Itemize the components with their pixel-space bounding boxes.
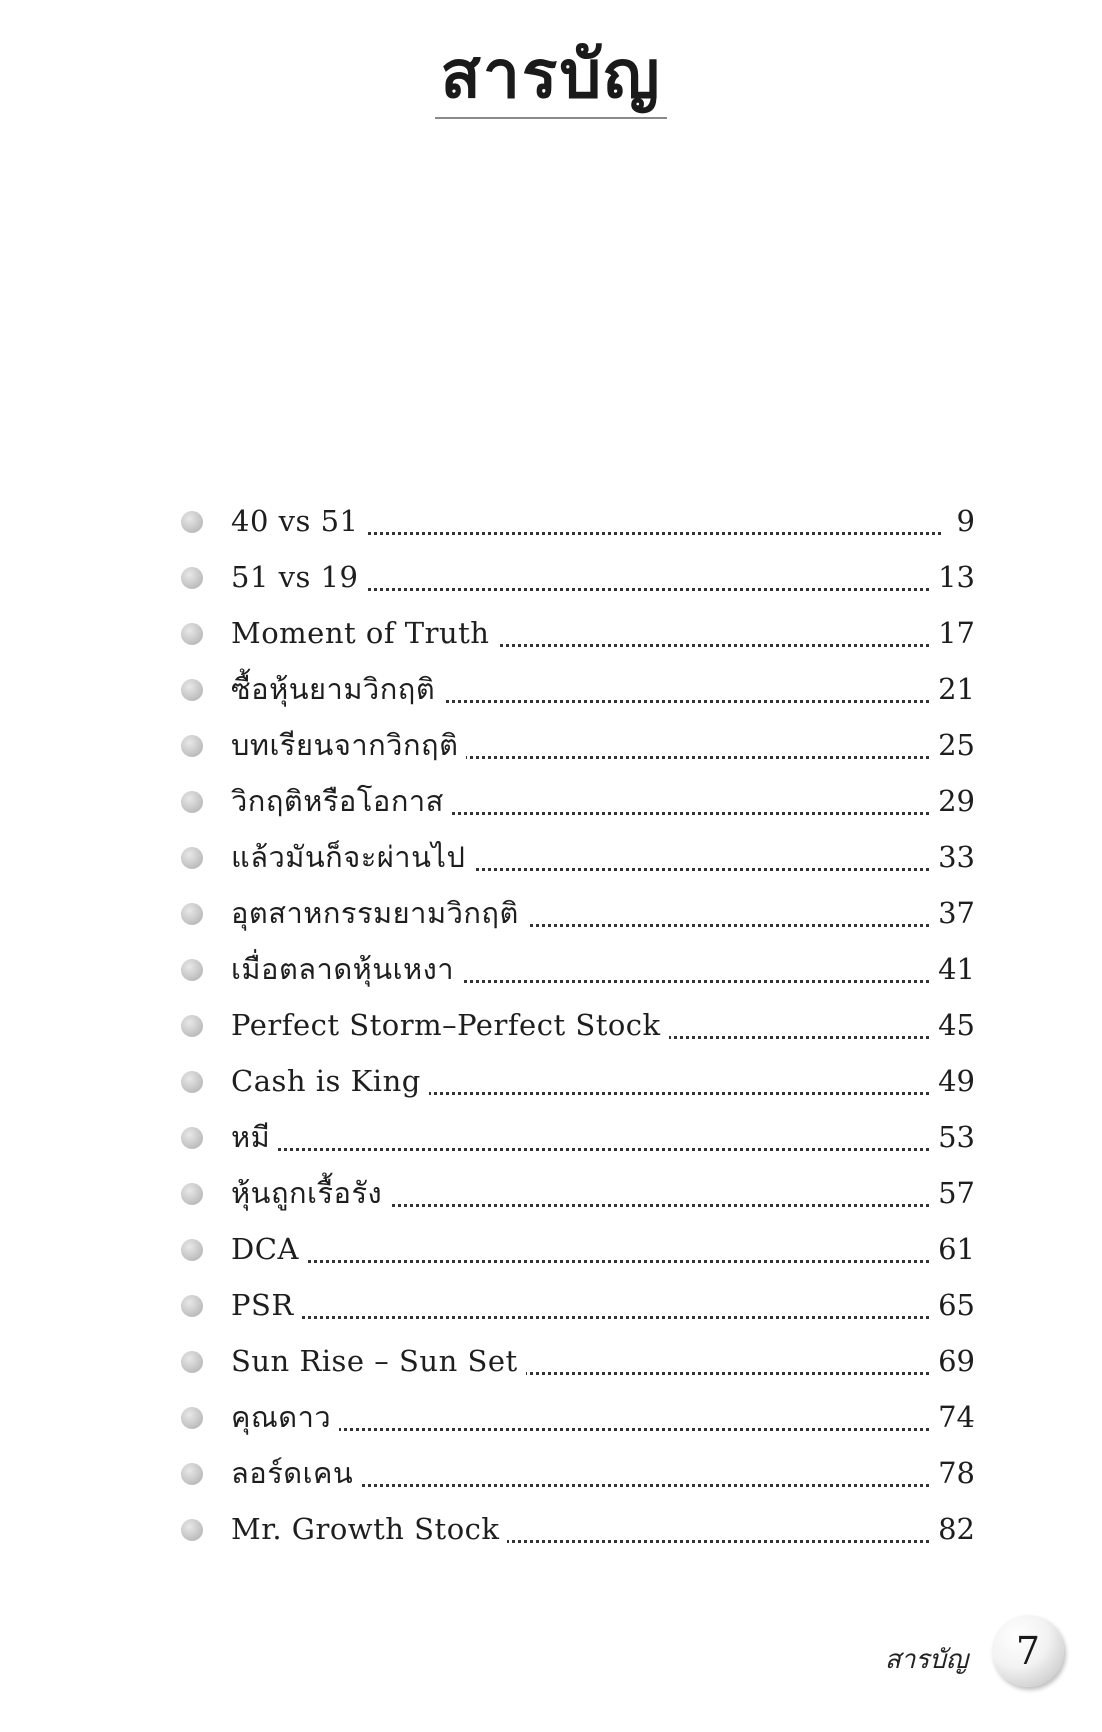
page-footer: [0, 1605, 1102, 1705]
dot-leader: [241, 1316, 941, 1319]
toc-entry-title: ซื้อหุ้นยามวิกฤติ: [231, 670, 443, 708]
toc-entry-page: 17: [932, 614, 975, 652]
page-title: สารบัญ: [435, 40, 668, 119]
bullet-icon: [181, 1239, 203, 1261]
bullet-icon: [181, 1407, 203, 1429]
toc-entry-title: ลอร์ดเคน: [231, 1454, 361, 1492]
toc-entry-title: 40 vs 51: [231, 502, 367, 540]
toc-entry[interactable]: [181, 1502, 975, 1558]
toc-entry-title: Perfect Storm–Perfect Stock: [231, 1006, 669, 1044]
toc-entry-title: Cash is King: [231, 1062, 429, 1100]
toc-entry[interactable]: [181, 830, 975, 886]
title-area: [0, 36, 1102, 119]
bullet-icon: [181, 903, 203, 925]
toc-entry-page: 57: [932, 1174, 975, 1212]
toc-entry[interactable]: [181, 1054, 975, 1110]
bullet-icon: [181, 1351, 203, 1373]
toc-entry-page: 25: [932, 726, 975, 764]
toc-entry-title: บทเรียนจากวิกฤติ: [231, 726, 466, 764]
toc-entry-page: 21: [932, 670, 975, 708]
toc-entry[interactable]: [181, 1390, 975, 1446]
toc-entry-page: 9: [951, 502, 975, 540]
bullet-icon: [181, 1519, 203, 1541]
toc-entry-title: Sun Rise – Sun Set: [231, 1342, 526, 1380]
toc-entry-title: Moment of Truth: [231, 614, 498, 652]
dot-leader: [241, 1428, 941, 1431]
bullet-icon: [181, 847, 203, 869]
toc-entry-page: 49: [932, 1062, 975, 1100]
toc-entry-page: 53: [932, 1118, 975, 1156]
table-of-contents: [181, 494, 975, 1558]
toc-entry-page: 69: [932, 1342, 975, 1380]
toc-entry[interactable]: [181, 774, 975, 830]
toc-entry[interactable]: [181, 718, 975, 774]
toc-entry[interactable]: [181, 606, 975, 662]
bullet-icon: [181, 679, 203, 701]
bullet-icon: [181, 1071, 203, 1093]
toc-entry-title: หมี: [231, 1118, 278, 1156]
toc-entry-title: คุณดาว: [231, 1398, 339, 1436]
toc-entry-title: PSR: [231, 1286, 302, 1324]
toc-entry-page: 29: [932, 782, 975, 820]
dot-leader: [241, 1260, 941, 1263]
bullet-icon: [181, 511, 203, 533]
toc-entry-page: 37: [932, 894, 975, 932]
bullet-icon: [181, 1295, 203, 1317]
toc-entry-title: วิกฤติหรือโอกาส: [231, 782, 452, 820]
toc-entry[interactable]: [181, 886, 975, 942]
bullet-icon: [181, 1015, 203, 1037]
toc-entry-page: 78: [932, 1454, 975, 1492]
toc-entry-title: 51 vs 19: [231, 558, 367, 596]
toc-entry-page: 82: [932, 1510, 975, 1548]
toc-entry[interactable]: [181, 1446, 975, 1502]
bullet-icon: [181, 791, 203, 813]
toc-entry-page: 33: [932, 838, 975, 876]
toc-entry-page: 45: [932, 1006, 975, 1044]
bullet-icon: [181, 623, 203, 645]
page-number: 7: [1015, 1629, 1041, 1673]
toc-entry[interactable]: [181, 1222, 975, 1278]
toc-entry[interactable]: [181, 1166, 975, 1222]
toc-entry[interactable]: [181, 1110, 975, 1166]
toc-entry[interactable]: [181, 998, 975, 1054]
bullet-icon: [181, 1183, 203, 1205]
page-number-badge: [992, 1615, 1064, 1687]
bullet-icon: [181, 1463, 203, 1485]
toc-entry-page: 13: [932, 558, 975, 596]
bullet-icon: [181, 959, 203, 981]
toc-entry-title: เมื่อตลาดหุ้นเหงา: [231, 950, 462, 988]
toc-entry-page: 61: [932, 1230, 975, 1268]
bullet-icon: [181, 735, 203, 757]
toc-entry-page: 74: [932, 1398, 975, 1436]
footer-section-label: สารบัญ: [884, 1645, 968, 1675]
toc-entry-title: DCA: [231, 1230, 307, 1268]
toc-entry[interactable]: [181, 494, 975, 550]
toc-entry[interactable]: [181, 1278, 975, 1334]
toc-entry[interactable]: [181, 550, 975, 606]
toc-entry-title: Mr. Growth Stock: [231, 1510, 507, 1548]
toc-entry-title: หุ้นถูกเรื้อรัง: [231, 1174, 390, 1212]
toc-entry[interactable]: [181, 662, 975, 718]
toc-entry[interactable]: [181, 1334, 975, 1390]
toc-entry-title: อุตสาหกรรมยามวิกฤติ: [231, 894, 527, 932]
bullet-icon: [181, 567, 203, 589]
bullet-icon: [181, 1127, 203, 1149]
dot-leader: [241, 1148, 941, 1151]
toc-entry-page: 41: [932, 950, 975, 988]
toc-entry-title: แล้วมันก็จะผ่านไป: [231, 838, 473, 876]
toc-entry[interactable]: [181, 942, 975, 998]
toc-entry-page: 65: [932, 1286, 975, 1324]
